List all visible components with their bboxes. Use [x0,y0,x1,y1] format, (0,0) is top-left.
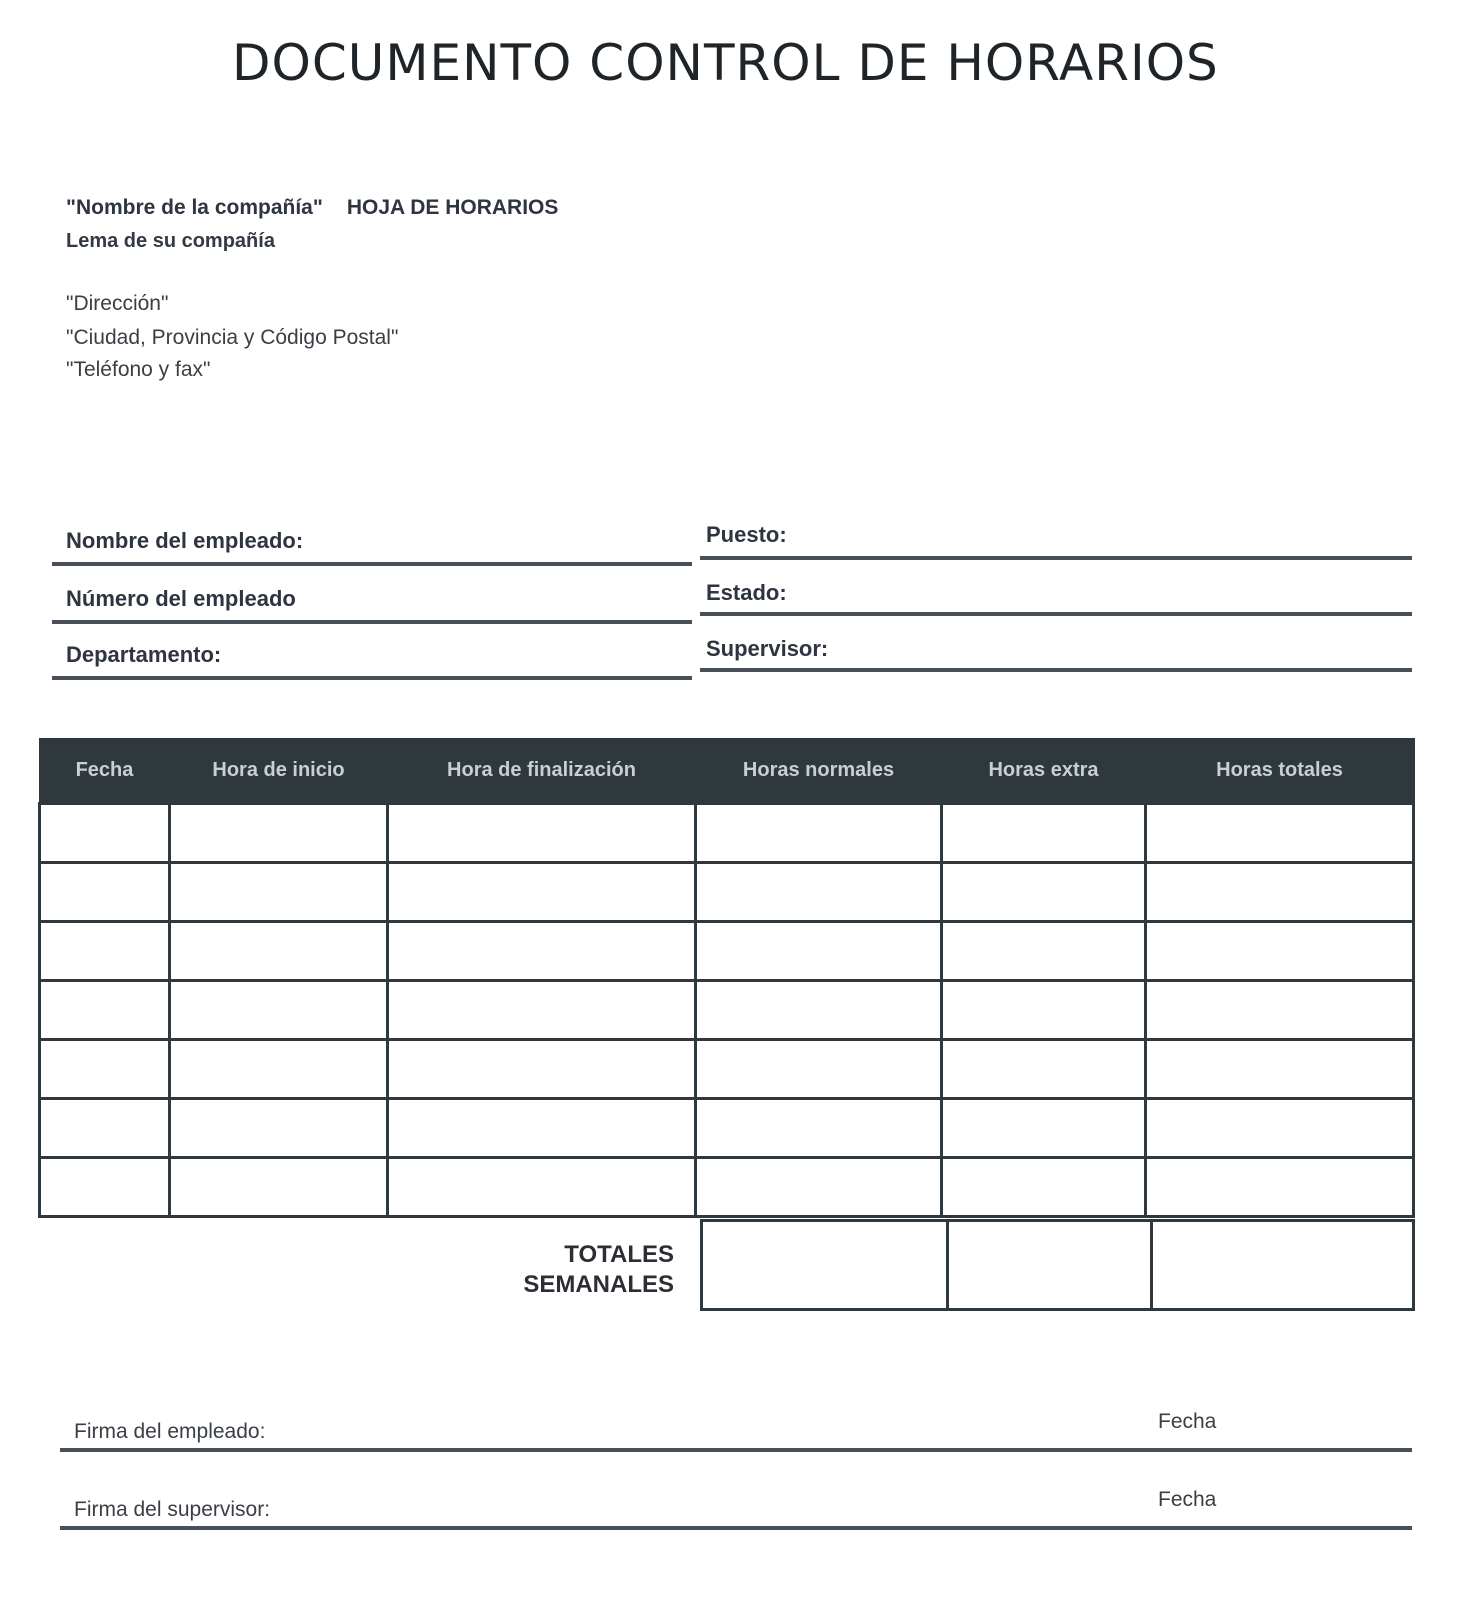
address-line: "Dirección" [66,292,169,315]
status-line[interactable] [700,612,1412,616]
col-header-start-time: Hora de inicio [170,738,388,804]
col-header-end-time: Hora de finalización [388,738,696,804]
table-cell[interactable] [942,863,1146,922]
company-heading [66,196,558,220]
table-cell[interactable] [1146,1099,1414,1158]
col-header-overtime-hours: Horas extra [942,738,1146,804]
table-cell[interactable] [942,1158,1146,1217]
table-row [40,1158,1414,1217]
table-header-row [40,738,1414,804]
col-header-regular-hours: Horas normales [696,738,942,804]
table-cell[interactable] [1146,863,1414,922]
table-cell[interactable] [696,922,942,981]
table-cell[interactable] [170,1040,388,1099]
total-regular-hours-cell[interactable] [702,1221,948,1310]
employee-signature-line[interactable] [60,1448,1412,1452]
table-cell[interactable] [942,922,1146,981]
table-cell[interactable] [696,863,942,922]
totals-row [702,1221,1414,1310]
table-cell[interactable] [170,922,388,981]
supervisor-line[interactable] [700,668,1412,672]
table-cell[interactable] [170,1158,388,1217]
table-cell[interactable] [388,863,696,922]
table-cell[interactable] [388,1040,696,1099]
col-header-date: Fecha [40,738,170,804]
table-row [40,863,1414,922]
table-cell[interactable] [40,1158,170,1217]
table-cell[interactable] [40,1099,170,1158]
table-cell[interactable] [696,1040,942,1099]
supervisor-date-label: Fecha [1158,1488,1217,1511]
phone-line: "Teléfono y fax" [66,358,211,381]
employee-name-label: Nombre del empleado: [66,528,304,553]
table-cell[interactable] [1146,981,1414,1040]
company-slogan: Lema de su compañía [66,230,275,252]
table-row [40,981,1414,1040]
position-label: Puesto: [706,522,787,547]
table-cell[interactable] [388,981,696,1040]
hours-table [38,738,1415,1218]
table-cell[interactable] [170,804,388,863]
table-cell[interactable] [40,863,170,922]
table-cell[interactable] [696,1099,942,1158]
table-cell[interactable] [388,804,696,863]
table-row [40,1099,1414,1158]
department-line[interactable] [52,676,692,680]
employee-name-line[interactable] [52,562,692,566]
total-overtime-hours-cell[interactable] [948,1221,1152,1310]
status-label: Estado: [706,580,787,605]
table-cell[interactable] [170,863,388,922]
table-cell[interactable] [1146,804,1414,863]
table-cell[interactable] [170,981,388,1040]
department-label: Departamento: [66,642,222,667]
total-hours-cell[interactable] [1152,1221,1414,1310]
supervisor-label: Supervisor: [706,636,829,661]
table-cell[interactable] [696,1158,942,1217]
position-line[interactable] [700,556,1412,560]
table-cell[interactable] [942,981,1146,1040]
col-header-total-hours: Horas totales [1146,738,1414,804]
employee-date-label: Fecha [1158,1410,1217,1433]
table-cell[interactable] [1146,1040,1414,1099]
totals-label-line1: TOTALES [564,1241,674,1268]
table-row [40,804,1414,863]
city-line: "Ciudad, Provincia y Código Postal" [66,326,399,349]
table-cell[interactable] [942,804,1146,863]
table-cell[interactable] [696,804,942,863]
employee-number-line[interactable] [52,620,692,624]
table-cell[interactable] [40,1040,170,1099]
table-cell[interactable] [696,981,942,1040]
supervisor-signature-label: Firma del supervisor: [74,1498,271,1521]
table-cell[interactable] [170,1099,388,1158]
table-cell[interactable] [40,804,170,863]
employee-number-label: Número del empleado [66,586,296,611]
table-cell[interactable] [1146,922,1414,981]
totals-label-line2: SEMANALES [523,1271,674,1298]
table-row [40,1040,1414,1099]
table-cell[interactable] [388,1099,696,1158]
weekly-totals-table [700,1219,1415,1311]
table-row [40,922,1414,981]
document-title: DOCUMENTO CONTROL DE HORARIOS [232,34,1219,92]
table-cell[interactable] [942,1040,1146,1099]
table-cell[interactable] [40,981,170,1040]
sheet-title: HOJA DE HORARIOS [346,196,559,219]
table-cell[interactable] [388,1158,696,1217]
table-cell[interactable] [942,1099,1146,1158]
weekly-totals-label [470,1240,674,1300]
table-cell[interactable] [40,922,170,981]
supervisor-signature-line[interactable] [60,1526,1412,1530]
table-cell[interactable] [1146,1158,1414,1217]
employee-signature-label: Firma del empleado: [74,1420,266,1443]
table-cell[interactable] [388,922,696,981]
company-name: "Nombre de la compañía" [66,196,323,219]
